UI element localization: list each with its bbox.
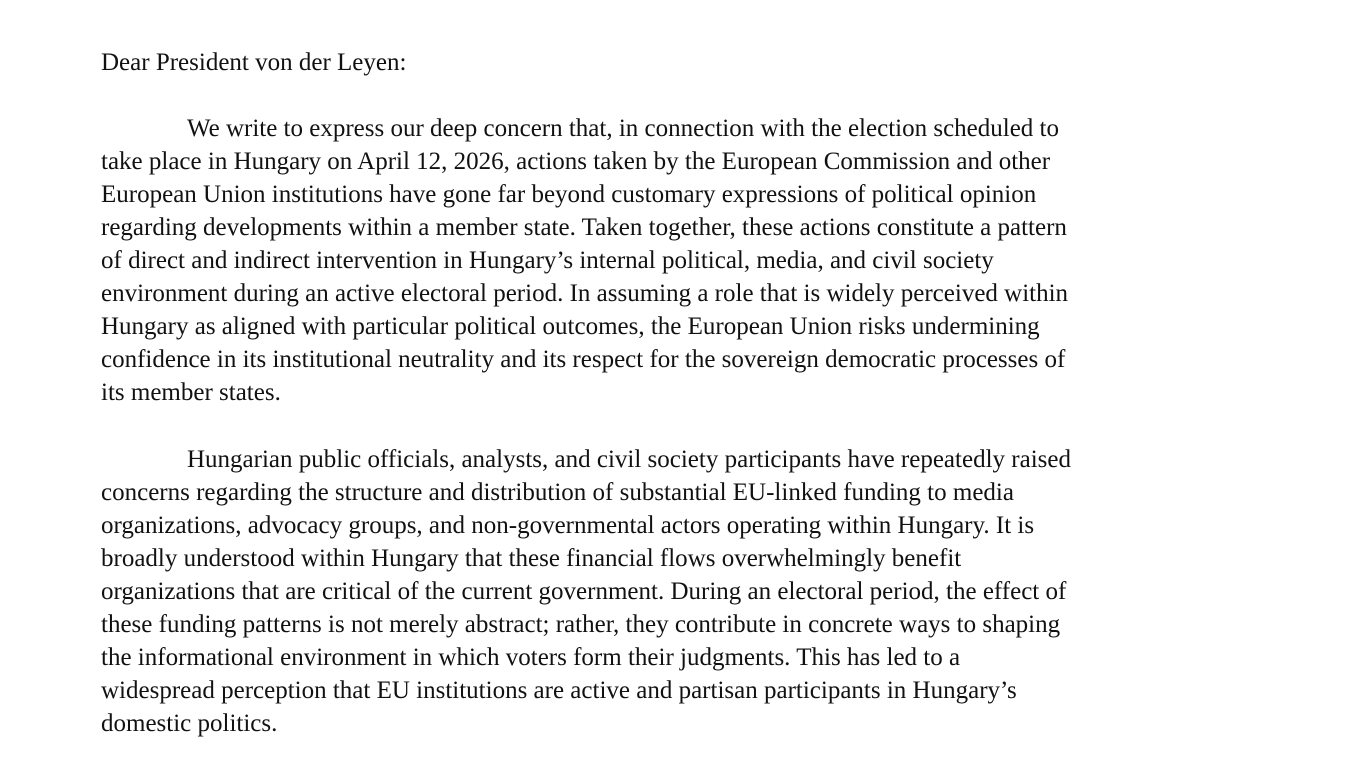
letter-paragraph-1	[101, 112, 1068, 409]
paragraph-line: the informational environment in which voters form their judgments. This has led to a	[101, 644, 961, 671]
paragraph-line: these funding patterns is not merely abstract; rather, they contribute in concrete ways to shaping	[101, 611, 1061, 638]
paragraph-line: confidence in its institutional neutrality and its respect for the sovereign democratic processes of	[101, 346, 1066, 373]
paragraph-line: regarding developments within a member state. Taken together, these actions constitute a pattern	[101, 214, 1067, 241]
paragraph-line: European Union institutions have gone far beyond customary expressions of political opinion	[101, 181, 1037, 208]
paragraph-line: concerns regarding the structure and distribution of substantial EU-linked funding to media	[101, 479, 1014, 506]
paragraph-line: of direct and indirect intervention in Hungary’s internal political, media, and civil society	[101, 247, 994, 274]
paragraph-line: Hungarian public officials, analysts, and civil society participants have repeatedly raised	[187, 446, 1071, 473]
letter-salutation: Dear President von der Leyen:	[101, 49, 407, 76]
paragraph-line: take place in Hungary on April 12, 2026, actions taken by the European Commission and other	[101, 148, 1051, 175]
paragraph-line: environment during an active electoral period. In assuming a role that is widely perceived within	[101, 280, 1069, 307]
paragraph-line: broadly understood within Hungary that these financial flows overwhelmingly benefit	[101, 545, 962, 572]
paragraph-line: We write to express our deep concern that, in connection with the election scheduled to	[187, 115, 1059, 142]
letter-paragraph-2	[101, 443, 1071, 740]
paragraph-line: Hungary as aligned with particular political outcomes, the European Union risks undermining	[101, 313, 1040, 340]
paragraph-line: organizations, advocacy groups, and non-governmental actors operating within Hungary. It is	[101, 512, 1035, 539]
paragraph-line: its member states.	[101, 379, 281, 406]
paragraph-line: widespread perception that EU institutions are active and partisan participants in Hungary’s	[101, 677, 1017, 704]
paragraph-line: organizations that are critical of the current government. During an electoral period, the effect of	[101, 578, 1067, 605]
paragraph-line: domestic politics.	[101, 710, 278, 737]
